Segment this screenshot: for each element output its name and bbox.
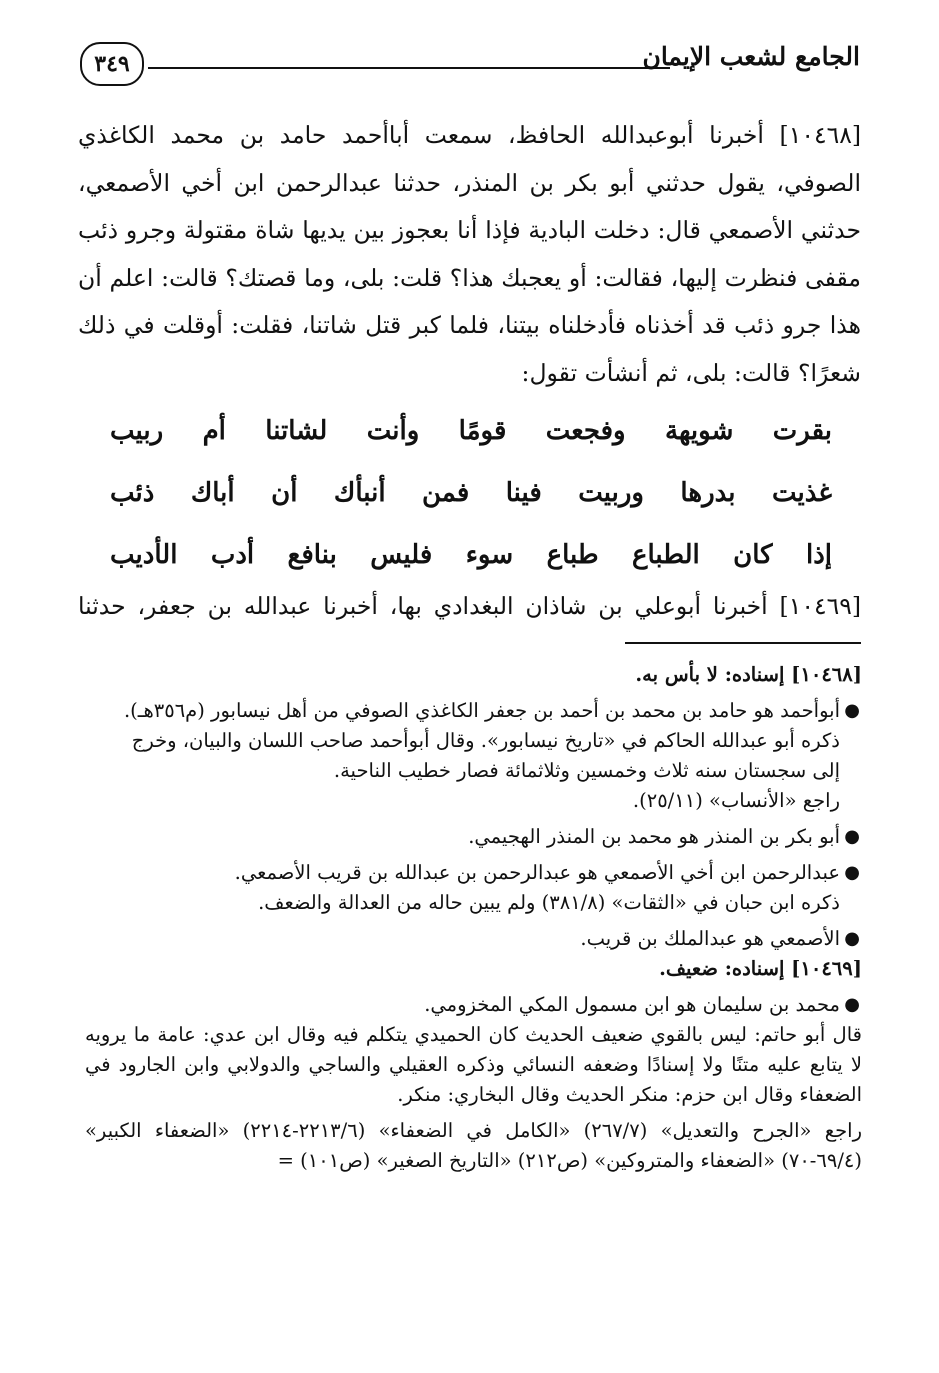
footnote-line: عبدالرحمن ابن أخي الأصمعي هو عبدالرحمن بن عبدالله بن قريب الأصمعي.	[234, 861, 840, 884]
footnote-10469-heading: [١٠٤٦٩] إسناده: ضعيف.	[659, 957, 862, 980]
bullet-icon: ●	[844, 700, 860, 721]
footnote-10468-heading: [١٠٤٦٨] إسناده: لا بأس به.	[635, 663, 862, 686]
page-number-badge: ٣٤٩	[80, 42, 144, 86]
hadith-10468-text: [١٠٤٦٨] أخبرنا أبوعبدالله الحافظ، سمعت أباأحمد حامد بن محمد الكاغذي الصوفي، يقول حدثني أبو بكر بن المنذر، حدثنا عبدالرحمن ابن أخي الأصمعي، حدثني الأصمعي قال: دخلت البادية فإذا أنا بعجوز بين يديها شاة مقتولة وجرو ذئب مقفى فنظرت إليها، فقالت: أو يعجبك هذا؟ قلت: بلى، وما قصتك؟ قالت: اعلم أن هذا جرو ذئب قد أخذناه فأدخلناه بيتنا، فلما كبر قتل شاتنا، فقلت: أوقلت في ذلك شعرًا؟ قالت: بلى، ثم أنشأت تقول:	[78, 121, 861, 387]
bullet-icon: ●	[844, 862, 860, 883]
footnote-line: الأصمعي هو عبدالملك بن قريب.	[580, 927, 840, 950]
footnote-line: أبو بكر بن المنذر هو محمد بن المنذر الهجيمي.	[468, 825, 840, 848]
footnote-line: ذكره أبو عبدالله الحاكم في «تاريخ نيسابور». وقال أبوأحمد صاحب اللسان والبيان، وخرج	[131, 729, 840, 752]
footnote-bullet-item	[85, 924, 862, 954]
footnotes-section	[85, 660, 862, 1176]
bullet-icon: ●	[844, 826, 860, 847]
footnote-line: محمد بن سليمان هو ابن مسمول المكي المخزومي.	[424, 993, 840, 1016]
footnote-references: راجع «الجرح والتعديل» (٢٦٧/٧) «الكامل في الضعفاء» (٢٢١٣/٦-٢٢١٤) «الضعفاء الكبير» (٦٩/٤-٧٠) «الضعفاء والمتروكين» (ص٢١٢) «التاريخ الصغير» (ص١٠١) =	[85, 1119, 862, 1172]
footnote-bullet-item	[85, 822, 862, 852]
footnote-bullet-item	[85, 858, 862, 888]
footnote-divider	[625, 642, 861, 644]
bullet-icon: ●	[844, 928, 860, 949]
bullet-icon: ●	[844, 994, 860, 1015]
footnote-bullet-item	[85, 990, 862, 1020]
poem-block	[110, 400, 832, 586]
running-header	[80, 40, 860, 90]
footnote-line: ذكره ابن حبان في «الثقات» (٣٨١/٨) ولم يبين حاله من العدالة والضعف.	[258, 891, 840, 914]
footnote-line: أبوأحمد هو حامد بن محمد بن أحمد بن جعفر الكاغذي الصوفي من أهل نيسابور (م٣٥٦هـ).	[123, 699, 840, 722]
poem-verse-1: بقرت شويهة وفجعت قومًا وأنت لشاتنا أم ربيب	[110, 416, 832, 446]
poem-verse-2: غذيت بدرها وربيت فينا فمن أنبأك أن أباك ذئب	[110, 478, 832, 508]
footnote-bullet-item	[85, 696, 862, 726]
footnote-paragraph: قال أبو حاتم: ليس بالقوي ضعيف الحديث كان الحميدي يتكلم فيه وقال ابن عدي: عامة ما يرويه لا يتابع عليه متنًا ولا إسنادًا وضعفه النسائي وذكره العقيلي والساجي والدولابي وابن الجارود في الضعفاء وقال ابن حزم: منكر الحديث وقال البخاري: منكر.	[85, 1023, 862, 1106]
book-title: الجامع لشعب الإيمان	[642, 42, 860, 71]
header-rule	[148, 67, 670, 69]
main-text-block	[78, 112, 861, 397]
footnote-line: راجع «الأنساب» (٢٥/١١).	[632, 789, 840, 812]
footnote-line: إلى سجستان سنه ثلاث وخمسين وثلاثمائة فصار خطيب الناحية.	[333, 759, 840, 782]
hadith-10469-text: [١٠٤٦٩] أخبرنا أبوعلي بن شاذان البغدادي بها، أخبرنا عبدالله بن جعفر، حدثنا	[78, 592, 861, 620]
poem-verse-3: إذا كان الطباع طباع سوء فليس بنافع أدب الأديب	[110, 540, 832, 570]
